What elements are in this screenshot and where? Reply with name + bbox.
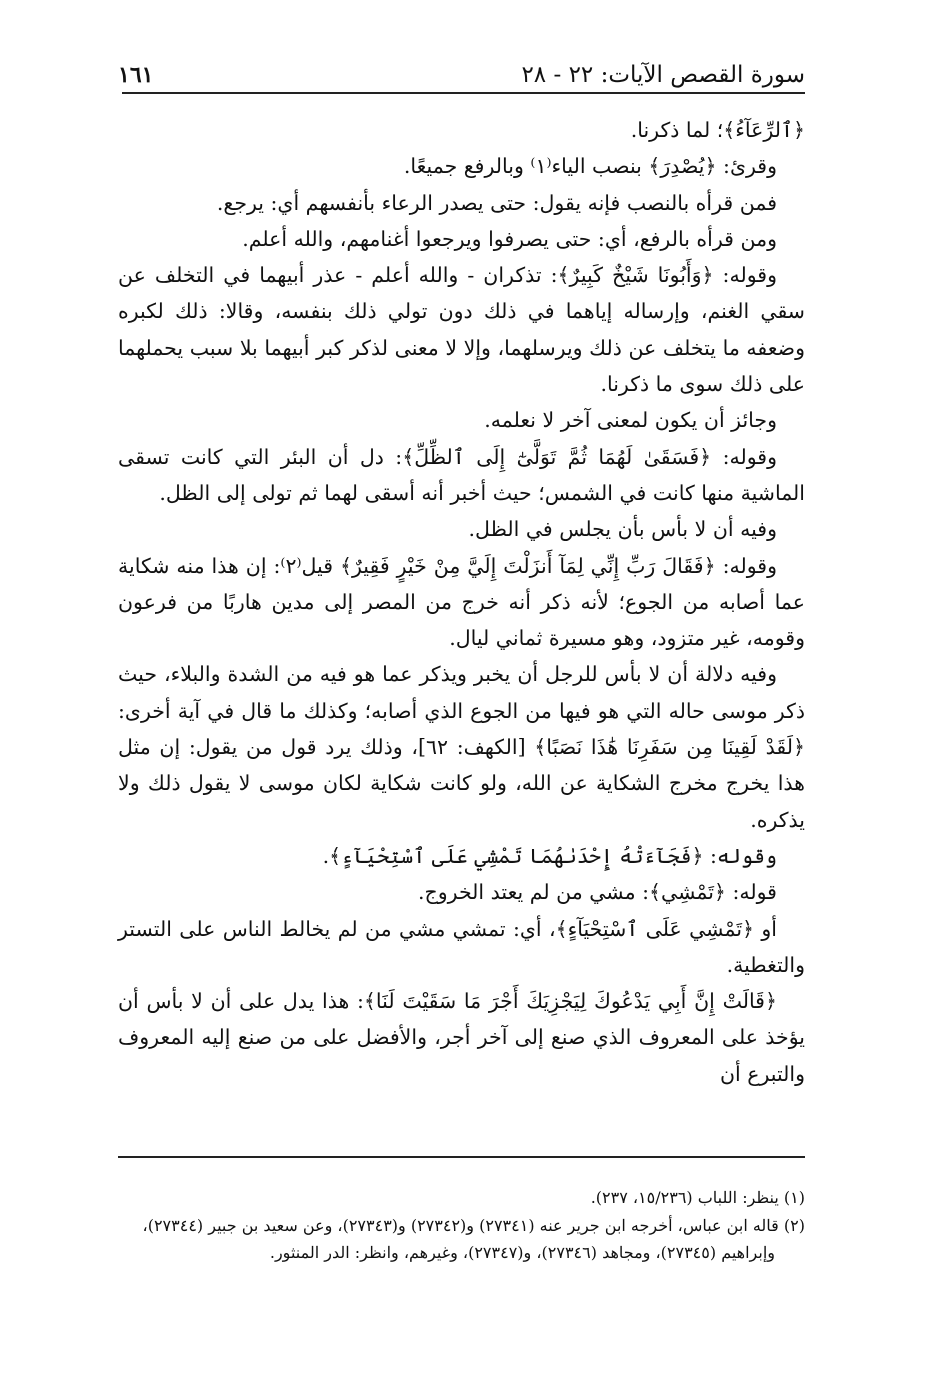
paragraph: وقوله: ﴿فَجَآءَتْهُ إِحْدَىٰهُمَا تَمْشِي عَلَى ٱسْتِحْيَآءٍ﴾. xyxy=(322,843,777,868)
paragraph: وفيه أن لا بأس بأن يجلس في الظل. xyxy=(468,517,777,542)
paragraph: وقوله: ﴿وَأَبُونَا شَيْخٌ كَبِيرٌ﴾: تذكران - والله أعلم - عذر أبيهما في التخلف عن سقي الغنم، وإرساله إياهما في ذلك دون تولي ذلك بنفسه، وقالا: ذلك لكبره وضعفه ما يتخلف عن ذلك ويرسلهما، وإلا لا معنى لذكر كبر أبيهما بلا سبب يحملهما على ذلك سوى ما ذكرنا. xyxy=(118,263,805,397)
running-header xyxy=(118,52,805,88)
paragraph: قوله: ﴿تَمْشِي﴾: مشي من لم يعتد الخروج. xyxy=(417,880,777,905)
main-text xyxy=(118,112,805,1092)
footnotes xyxy=(118,1184,805,1267)
paragraph: وقوله: ﴿فَقَالَ رَبِّ إِنِّي لِمَآ أَنزَلْتَ إِلَيَّ مِنْ خَيْرٍ فَقِيرٌ﴾ قيل⁽٢⁾: إن هذا منه شكاية عما أصابه من الجوع؛ لأنه ذكر أنه خرج من المصر إلى مدين هاربًا من فرعون وقومه، غير متزود، وهو مسيرة ثماني ليال. xyxy=(118,553,805,651)
paragraph: وفيه دلالة أن لا بأس للرجل أن يخبر ويذكر عما هو فيه من الشدة والبلاء، حيث ذكر موسى حاله التي هو فيها من الجوع الذي أصابه؛ وكذلك ما قال في آية أخرى: ﴿لَقَدْ لَقِينَا مِن سَفَرِنَا هَٰذَا نَصَبًا﴾ [الكهف: ٦٢]، وذلك يرد قول من يقول: إن مثل هذا يخرج مخرج الشكاية عن الله، ولو كانت شكاية لكان موسى لا يقول ذلك ولا يذكره. xyxy=(118,662,805,832)
paragraph: وقرئ: ﴿يُصْدِرَ﴾ بنصب الياء⁽١⁾ وبالرفع جميعًا. xyxy=(403,154,777,179)
paragraph: ﴿ٱلرِّعَآءُ﴾؛ لما ذكرنا. xyxy=(630,118,805,142)
paragraph: أو ﴿تَمْشِي عَلَى ٱسْتِحْيَآءٍ﴾، أي: تمشي مشي من لم يخالط الناس على التستر والتغطية. xyxy=(118,916,805,977)
footnote: (٢) قاله ابن عباس، أخرجه ابن جرير عنه (٢٧٣٤١) و(٢٧٣٤٢) و(٢٧٣٤٣)، وعن سعيد بن جبير (٢٧٣٤٤)، وإبراهيم (٢٧٣٤٥)، ومجاهد (٢٧٣٤٦)، و(٢٧٣٤٧)، وغيرهم، وانظر: الدر المنثور. xyxy=(142,1215,805,1262)
footnote-rule xyxy=(118,1156,805,1158)
paragraph: وجائز أن يكون لمعنى آخر لا نعلمه. xyxy=(484,408,777,433)
footnote: (١) ينظر: اللباب (١٥/٢٣٦، ٢٣٧). xyxy=(590,1188,805,1207)
header-rule xyxy=(122,92,805,94)
page-number: ١٦١ xyxy=(118,62,154,88)
paragraph: ﴿قَالَتْ إِنَّ أَبِي يَدْعُوكَ لِيَجْزِيَكَ أَجْرَ مَا سَقَيْتَ لَنَا﴾: هذا يدل على أن لا بأس أن يؤخذ على المعروف الذي صنع إلى آخر أجر، والأفضل على من صنع إليه المعروف والتبرع أن xyxy=(118,989,805,1086)
header-title: سورة القصص الآيات: ٢٢ - ٢٨ xyxy=(521,62,805,88)
paragraph: ومن قرأه بالرفع، أي: حتى يصرفوا ويرجعوا أغنامهم، والله أعلم. xyxy=(242,226,777,251)
paragraph: وقوله: ﴿فَسَقَىٰ لَهُمَا ثُمَّ تَوَلَّىٰٓ إِلَى ٱلظِّلِّ﴾: دل أن البئر التي كانت تسقى الماشية منها كانت في الشمس؛ حيث أخبر أنه أسقى لهما ثم تولى إلى الظل. xyxy=(118,444,805,505)
paragraph: فمن قرأه بالنصب فإنه يقول: حتى يصدر الرعاء بأنفسهم أي: يرجع. xyxy=(216,190,777,215)
